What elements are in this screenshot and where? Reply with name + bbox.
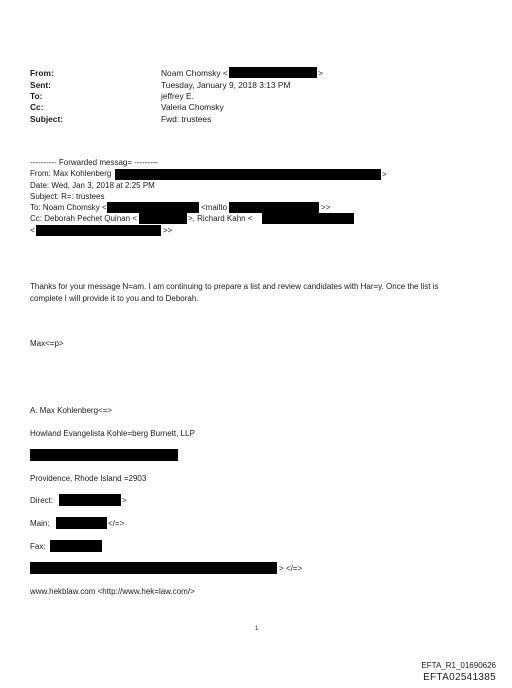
body-line-2: complete I will provide it to you and to Deborah.	[30, 294, 199, 303]
redaction-sig-direct	[59, 494, 121, 506]
redaction-sig-line	[30, 562, 277, 574]
page-number: 1	[255, 626, 259, 632]
fwd-to-mailto: <mailto	[201, 203, 228, 212]
sig-direct-close: >	[122, 496, 127, 505]
from-value: Noam Chomsky <	[161, 68, 228, 78]
forwarded-banner: ---------- Forwarded messag= ---------	[30, 158, 159, 167]
fwd-to-close: >>	[321, 203, 331, 212]
footer-id-2: EFTA02541385	[423, 672, 496, 683]
sig-firm: Howland Evangelista Kohle=berg Burnett, LLP	[30, 429, 195, 438]
redaction-sig-address	[30, 449, 178, 461]
redaction-fwd-to-2	[229, 202, 319, 213]
cc-label: Cc:	[30, 102, 44, 112]
footer-id-1: EFTA_R1_01690626	[421, 661, 496, 670]
to-value: jeffrey E.	[161, 91, 194, 101]
fwd-subject: Subject: R=: trustees	[30, 192, 105, 201]
fwd-cc: Cc: Deborah Pechet Quinan <	[30, 214, 137, 223]
fwd-cc-mid: >, Richard Kahn <	[188, 214, 253, 223]
redaction-fwd-cc-1	[139, 213, 187, 224]
fwd-cont-close: >>	[163, 226, 173, 235]
redaction-fwd-from	[115, 169, 381, 180]
sig-fax-label: Fax:	[30, 542, 46, 551]
sig-web: www.hekblaw.com <http://www.hek=law.com/>	[30, 587, 195, 596]
redaction-fwd-cc-3	[36, 225, 161, 236]
sent-label: Sent:	[30, 80, 51, 90]
from-close: >	[318, 68, 323, 78]
to-label: To:	[30, 91, 43, 101]
sig-direct-label: Direct:	[30, 496, 54, 505]
fwd-to: To: Noam Chomsky <	[30, 203, 107, 212]
sig-name: A. Max Kohlenberg<=>	[30, 406, 113, 415]
body-sign: Max<=p>	[30, 339, 64, 348]
fwd-date: Date: Wed, Jan 3, 2018 at 2:25 PM	[30, 181, 155, 190]
body-line-1: Thanks for your message N=am. I am continuing to prepare a list and review candidates with Har=y. Once the list is	[30, 282, 439, 291]
redaction-fwd-cc-2	[262, 213, 354, 224]
from-label: From:	[30, 68, 54, 78]
fwd-cont-open: <	[30, 226, 35, 235]
sent-value: Tuesday, January 9, 2018 3:13 PM	[161, 80, 291, 90]
redaction-sig-main	[56, 517, 107, 529]
fwd-from-close: >	[382, 170, 387, 179]
sig-main-close: </=>	[108, 519, 125, 528]
subject-value: Fwd: trustees	[161, 114, 212, 124]
sig-city: Providence, Rhode Island =2903	[30, 474, 147, 483]
cc-value: Valeria Chomsky	[161, 102, 224, 112]
sig-line-close: > </=>	[279, 564, 303, 573]
redaction-from-email	[229, 67, 317, 78]
redaction-sig-fax	[50, 540, 102, 552]
subject-label: Subject:	[30, 114, 64, 124]
fwd-from: From: Max Kohlenberg	[30, 169, 112, 178]
redaction-fwd-to-1	[107, 202, 199, 213]
sig-main-label: Main:	[30, 519, 50, 528]
